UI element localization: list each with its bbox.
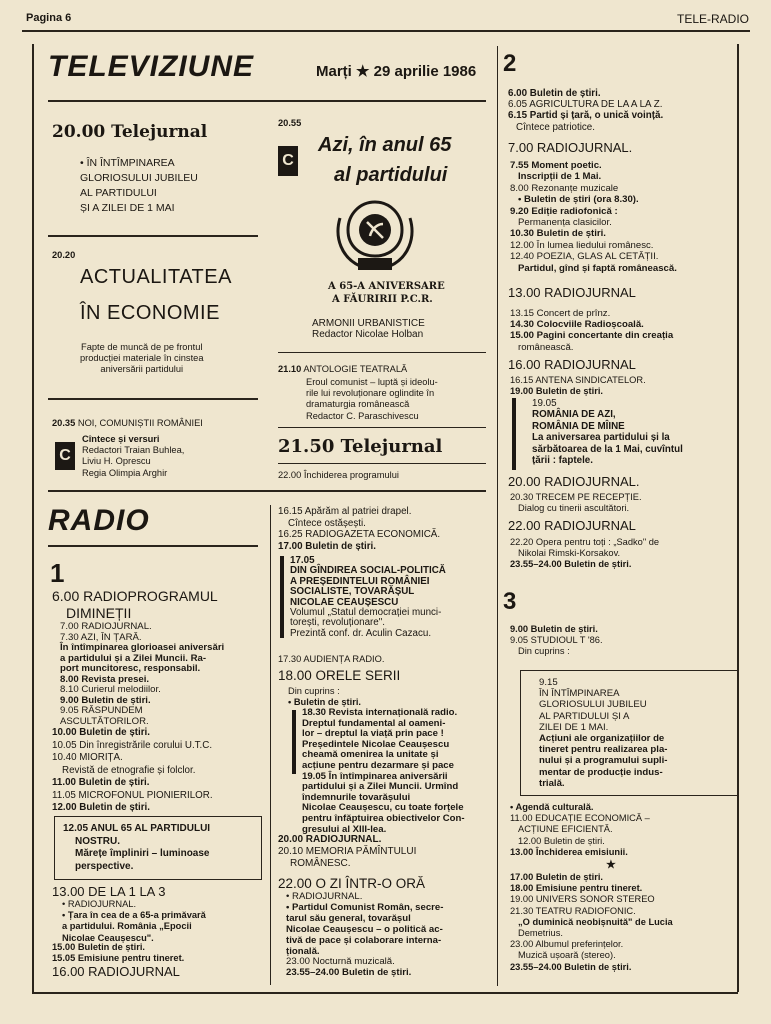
column-divider-2	[497, 46, 498, 986]
radio-program-list: 15.00 Buletin de știri. 15.05 Emisiune pentru tineret.	[52, 942, 185, 964]
column-divider-1	[270, 505, 271, 985]
tv-entry-desc: Eroul comunist – luptă și ideolu- rile lui revoluționare oglindite în dramaturgia românească Redactor C. Paraschivescu	[306, 377, 438, 421]
radio-highlight-box: 12.05 ANUL 65 AL PARTIDULUI NOSTRU. Mărețe împliniri – luminoase perspective.	[54, 816, 262, 880]
radio-program-list: 22.20 Opera pentru toți : „Sadko" de Nikolai Rimski-Korsakov. 23.55–24.00 Buletin de știri.	[510, 537, 660, 570]
radio-heading: 7.00 RADIOJURNAL.	[508, 140, 633, 155]
tv-rule-3	[278, 352, 486, 353]
radio-title: RADIO	[48, 504, 150, 537]
radio-program-list: 17.00 Buletin de știri. 18.00 Emisiune pentru tineret. 19.00 UNIVERS SONOR STEREO 21.30 TEATRU RADIOFONIC. „O duminică neobișnuită" de Lucia Demetrius. 23.00 Albumul preferințelor. Muzică ușoară (stereo). 23.55–24.00 Buletin de știri.	[510, 872, 673, 972]
tv-rule-1	[48, 235, 258, 237]
radio-highlight: 19.05 ROMÂNIA DE AZI, ROMÂNIA DE MÎINE La aniversarea partidului și la sărbătoarea de la 1 Mai, cuvîntul țării : faptele.	[532, 398, 683, 467]
tv-entry-time: 20.20	[52, 250, 76, 260]
program-number: 3	[503, 588, 517, 615]
tv-closing: 22.00 Închiderea programului	[278, 470, 399, 480]
party-emblem	[330, 198, 420, 278]
radio-program-list: 20.00 RADIOJURNAL. 20.10 MEMORIA PĂMÎNTULUI ROMÂNESC.	[278, 834, 417, 869]
radio-program-list: • RADIOJURNAL. • Țara în cea de a 65-a primăvară a partidului. România „Epocii Nicolae Ceaușescu".	[62, 899, 206, 943]
radio-program-list: 7.00 RADIOJURNAL. 7.30 AZI, ÎN ȚARĂ. În întîmpinarea glorioasei aniversări a partidului și a Zilei Muncii. Ra- port muncitoresc, responsabil. 8.00 Revista presei. 8.10 Curierul melodiilor. 9.00 Buletin de știri. 9.05 RĂSPUNDEM ASCULTĂTORILOR.	[60, 621, 225, 727]
radio-highlight: 17.05 DIN GÎNDIREA SOCIAL-POLITICĂ A PREȘEDINTELUI ROMÂNIEI SOCIALISTE, TOVARĂȘUL NICOLAE CEAUȘESCU Volumul „Statul democrației munci- torești, revoluționare". Prezintă conf. dr. Aculin Cazacu.	[290, 555, 446, 639]
tv-entry-title: 21.50 Telejurnal	[278, 436, 443, 457]
radio-program-item: 17.30 AUDIENȚA RADIO.	[278, 654, 385, 664]
radio-program-list: • Agendă culturală. 11.00 EDUCAȚIE ECONOMICĂ – ACȚIUNE EFICIENTĂ. 12.00 Buletin de știri. 13.00 Închiderea emisiunii.	[510, 802, 650, 857]
tv-rule-5	[278, 463, 486, 464]
tv-rule-4	[278, 427, 486, 428]
tv-title-rule	[48, 100, 486, 102]
tv-entry-title: Azi, în anul 65	[318, 134, 452, 156]
star-separator: ★	[606, 859, 616, 871]
highlight-bar	[512, 398, 516, 470]
radio-heading: 22.00 RADIOJURNAL	[508, 518, 636, 533]
radio-program-list: • RADIOJURNAL. • Partidul Comunist Român, secre- tarul său general, tovarășul Nicolae Ceaușescu – o politică ac- tivă de pace și colaborare interna- țională. 23.00 Nocturnă muzicală. 23.55–24.00 Buletin de știri.	[286, 891, 444, 979]
right-border	[737, 44, 739, 992]
radio-program-list: 9.00 Buletin de știri. 9.05 STUDIOUL T '86. Din cuprins :	[510, 624, 603, 657]
tv-rule-2	[48, 398, 258, 400]
emblem-caption: A FĂURIRII P.C.R.	[332, 294, 433, 305]
emblem-caption: A 65-A ANIVERSARE	[328, 281, 445, 292]
radio-heading: 20.00 RADIOJURNAL.	[508, 474, 640, 489]
tv-entry-time: 20.00 Telejurnal	[52, 122, 208, 142]
radio-program-list: 20.30 TRECEM PE RECEPȚIE. Dialog cu tinerii ascultători.	[510, 492, 642, 514]
tv-entry-desc: Fapte de muncă de pe frontul producției materiale în cinstea aniversării partidului	[80, 342, 204, 375]
tv-entry-desc: Cîntece și versuri Redactori Traian Buhlea, Liviu H. Oprescu Regia Olimpia Arghir	[82, 434, 185, 478]
channel-logo: C	[278, 146, 298, 176]
radio-heading: 13.00 RADIOJURNAL	[508, 285, 636, 300]
tv-entry-desc: • ÎN ÎNTÎMPINAREA GLORIOSULUI JUBILEU AL PARTIDULUI ȘI A ZILEI DE 1 MAI	[80, 157, 198, 214]
tv-entry-title: ÎN ECONOMIE	[80, 302, 220, 324]
radio-program-list: Din cuprins : • Buletin de știri.	[288, 686, 361, 708]
left-border	[32, 44, 34, 992]
highlight-bar	[292, 710, 296, 774]
program-number: 2	[503, 50, 517, 77]
program-number: 1	[50, 558, 65, 588]
radio-title-rule	[48, 545, 258, 547]
tv-entry-title: ACTUALITATEA	[80, 266, 232, 288]
radio-program-list: 16.15 Apărăm al patriei drapel. Cîntece ostășești. 16.25 RADIOGAZETA ECONOMICĂ. 17.00 Buletin de știri.	[278, 506, 441, 552]
tv-title: TELEVIZIUNE	[48, 50, 255, 83]
tv-radio-divider	[48, 490, 486, 492]
radio-program-list: 7.55 Moment poetic. Inscripții de 1 Mai. 8.00 Rezonanțe muzicale • Buletin de știri (ora 8.30). 9.20 Ediție radiofonică : Permanența clasicilor. 10.30 Buletin de știri. 12.00 În lumea liedului românesc. 12.40 POEZIA, GLAS AL CETĂȚII. Partidul, gînd și faptă românească.	[510, 160, 677, 274]
radio-heading: 18.00 ORELE SERII	[278, 668, 401, 683]
header-rule	[22, 30, 750, 32]
highlight-bar	[280, 556, 284, 638]
radio-highlight-box: 9.15 ÎN ÎNTÎMPINAREA GLORIOSULUI JUBILEU AL PARTIDULUI ȘI A ZILEI DE 1 MAI. Acțiuni ale organizațiilor de tineret pentru realizarea pla- nului și a programului supli- mentar de producție indus- trială.	[520, 670, 738, 796]
tv-entry-title: al partidului	[334, 164, 448, 186]
radio-heading: 16.00 RADIOJURNAL	[508, 357, 636, 372]
section-name: TELE-RADIO	[676, 12, 749, 26]
page-number: Pagina 6	[26, 12, 72, 24]
tv-entry-title: 20.35 NOI, COMUNIȘTII ROMÂNIEI	[52, 418, 203, 428]
radio-heading: 6.00 RADIOPROGRAMUL DIMINEȚII	[52, 588, 218, 621]
bottom-border	[32, 992, 738, 994]
radio-program-list: 10.00 Buletin de știri. 10.05 Din înregistrările corului U.T.C. 10.40 MIORIȚA. Revistă de etnografie și folclor. 11.00 Buletin de știri. 11.05 MICROFONUL PIONIERILOR. 12.00 Buletin de știri.	[52, 727, 213, 813]
radio-program-list: 6.00 Buletin de știri. 6.05 AGRICULTURA DE LA A LA Z. 6.15 Partid și țară, o unică voință. Cîntece patriotice.	[508, 88, 664, 133]
radio-heading: 22.00 O ZI ÎNTR-O ORĂ	[278, 876, 426, 891]
tv-entry-title: 21.10 ANTOLOGIE TEATRALĂ	[278, 364, 408, 374]
channel-logo: C	[55, 442, 75, 470]
radio-highlight: 18.30 Revista internațională radio. Dreptul fundamental al oameni- lor – dreptul la viață prin pace ! Președintele Nicolae Ceaușescu cheamă omenirea la unitate și acțiune pentru dezarmare și pace 19.05 În întîmpinarea aniversării partidului și a Zilei Muncii. Urmînd îndemnurile tovarășului Nicolae Ceaușescu, cu toate forțele pentru înfăptuirea obiectivelor Con- gresului al XIII-lea.	[302, 707, 465, 835]
tv-date: Marți ★ 29 aprilie 1986	[316, 63, 477, 80]
radio-heading: 16.00 RADIOJURNAL	[52, 964, 180, 979]
tv-entry-desc: ARMONII URBANISTICE Redactor Nicolae Holban	[312, 318, 425, 341]
radio-program-list: 13.15 Concert de prînz. 14.30 Colocviile Radioșcoală. 15.00 Pagini concertante din creația românească.	[510, 308, 674, 353]
radio-program-list: 16.15 ANTENA SINDICATELOR. 19.00 Buletin de știri.	[510, 375, 646, 397]
radio-heading: 13.00 DE LA 1 LA 3	[52, 884, 166, 899]
tv-entry-time: 20.55	[278, 118, 302, 128]
